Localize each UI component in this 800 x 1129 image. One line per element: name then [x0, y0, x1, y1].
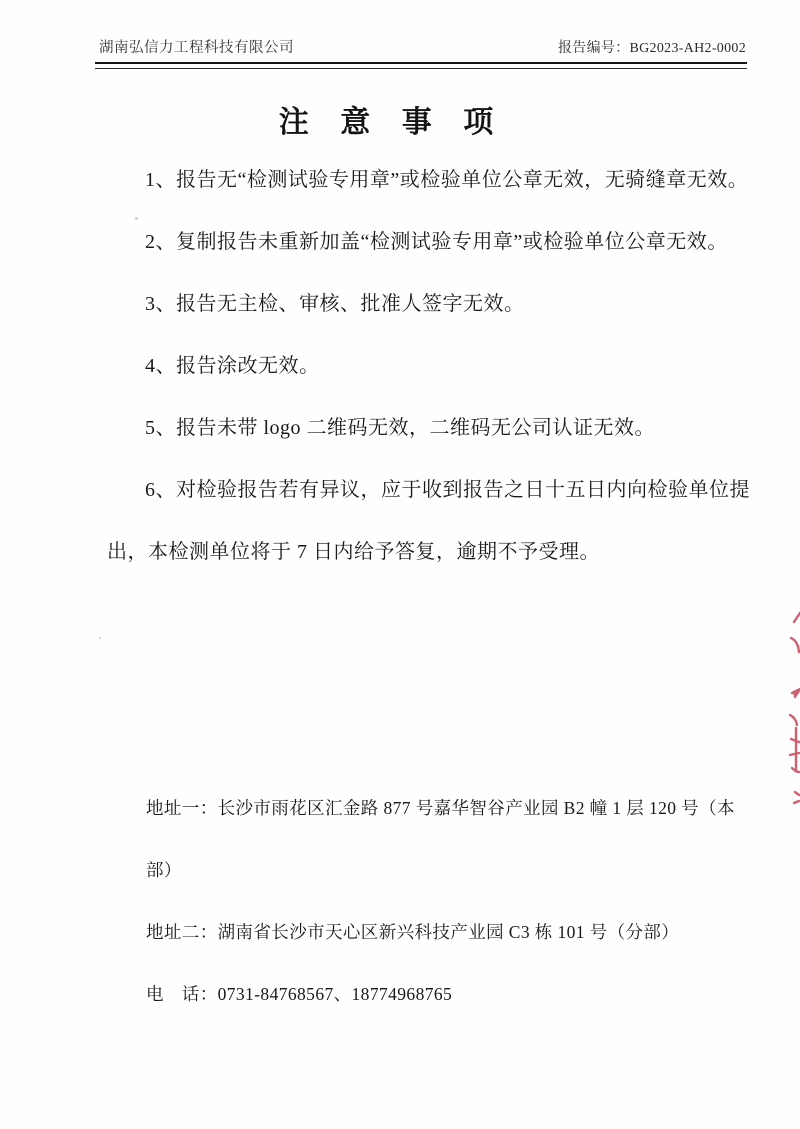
header-rule-thick	[95, 62, 747, 64]
red-handwriting-marks-icon	[774, 596, 800, 826]
notice-item-4: 4、报告涂改无效。	[145, 355, 320, 377]
page-header	[99, 36, 746, 57]
notice-item-5: 5、报告未带 logo 二维码无效，二维码无公司认证无效。	[145, 417, 656, 439]
address-line-1	[146, 777, 746, 901]
address-1-value: 长沙市雨花区汇金路 877 号嘉华智谷产业园 B2 幢 1 层 120 号（本部）	[146, 798, 735, 880]
phone-line	[146, 963, 746, 1025]
phone-label: 电 话：	[146, 984, 218, 1004]
notice-item-2: 2、复制报告未重新加盖“检测试验专用章”或检验单位公章无效。	[145, 231, 728, 253]
address-2-label: 地址二：	[146, 922, 218, 942]
address-2-value: 湖南省长沙市天心区新兴科技产业园 C3 栋 101 号（分部）	[217, 922, 680, 942]
report-number-value: BG2023-AH2-0002	[629, 41, 746, 56]
report-number	[558, 37, 746, 57]
address-1-label: 地址一：	[146, 798, 218, 818]
notices-section	[107, 149, 772, 583]
scan-speck	[135, 217, 138, 220]
report-number-label: 报告编号：	[558, 41, 630, 56]
page-title: 注 意 事 项	[278, 106, 506, 139]
company-name: 湖南弘信力工程科技有限公司	[99, 40, 294, 56]
notice-item-6: 6、对检验报告若有异议，应于收到报告之日十五日内向检验单位提出，本检测单位将于 7 日内给予答复，逾期不予受理。	[107, 479, 750, 563]
notice-item-3: 3、报告无主检、审核、批准人签字无效。	[145, 293, 525, 315]
phone-value: 0731-84768567、18774968765	[217, 984, 453, 1004]
header-rule-thin	[95, 68, 747, 69]
notice-item-1: 1、报告无“检测试验专用章”或检验单位公章无效，无骑缝章无效。	[145, 169, 749, 191]
address-line-2	[146, 901, 746, 963]
contact-section	[146, 777, 746, 1025]
scan-speck	[99, 637, 101, 639]
